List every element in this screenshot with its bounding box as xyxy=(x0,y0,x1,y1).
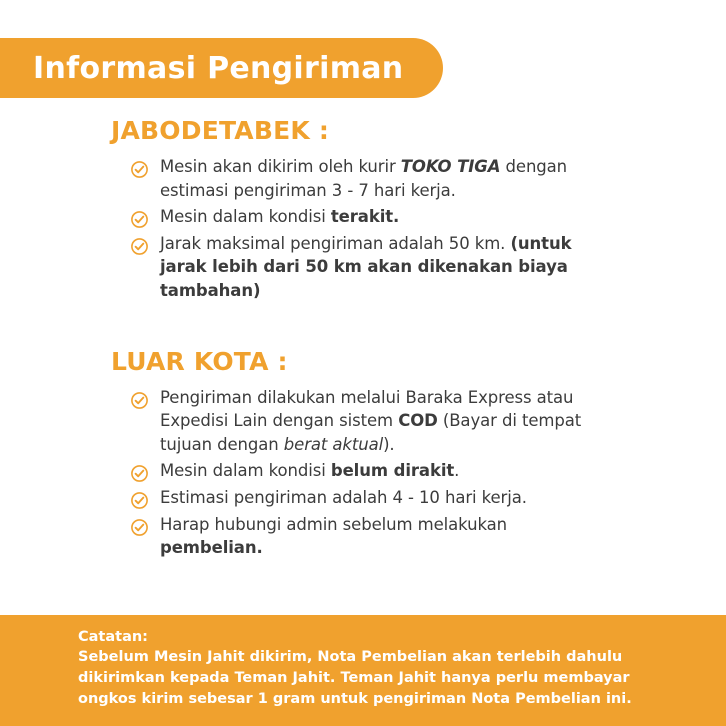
section-title: JABODETABEK : xyxy=(111,116,330,145)
check-circle-icon xyxy=(131,519,148,536)
section-title: LUAR KOTA : xyxy=(111,346,288,376)
list-item xyxy=(131,205,686,229)
list-item xyxy=(131,459,686,483)
check-circle-icon xyxy=(131,238,148,255)
list-item xyxy=(131,386,686,457)
check-circle-icon xyxy=(131,465,148,482)
page-title: Informasi Pengiriman xyxy=(33,50,404,86)
list-item xyxy=(131,155,686,202)
footer-note-title: Catatan: xyxy=(78,629,148,645)
header-banner xyxy=(0,38,443,98)
footer-note xyxy=(0,615,726,726)
list-item-text: Mesin dalam kondisi belum dirakit. xyxy=(160,461,460,481)
footer-note-text: Sebelum Mesin Jahit dikirim, Nota Pembelian akan terlebih dahulu dikirimkan kepada Teman Jahit. Teman Jahit hanya perlu membayar ongkos kirim sebesar 1 gram untuk pengiriman Nota Pembelian ini. xyxy=(78,649,632,708)
sections-container xyxy=(0,116,686,560)
list-item-text: Harap hubungi admin sebelum melakukan pembelian. xyxy=(160,514,507,558)
check-circle-icon xyxy=(131,492,148,509)
check-circle-icon xyxy=(131,211,148,228)
list-item xyxy=(131,232,686,303)
bullet-list xyxy=(0,386,686,560)
list-item-text: Jarak maksimal pengiriman adalah 50 km. (untuk jarak lebih dari 50 km akan dikenakan biaya tambahan) xyxy=(160,233,572,300)
check-circle-icon xyxy=(131,392,148,409)
list-item-text: Mesin dalam kondisi terakit. xyxy=(160,207,400,227)
list-item xyxy=(131,486,686,510)
bullet-list xyxy=(0,155,686,303)
section xyxy=(0,116,686,303)
section xyxy=(0,347,686,560)
list-item-text: Mesin akan dikirim oleh kurir TOKO TIGA dengan estimasi pengiriman 3 - 7 hari kerja. xyxy=(160,157,568,200)
list-item-text: Estimasi pengiriman adalah 4 - 10 hari kerja. xyxy=(160,487,527,507)
check-circle-icon xyxy=(131,161,148,178)
list-item-text: Pengiriman dilakukan melalui Baraka Express atau Expedisi Lain dengan sistem COD (Bayar di tempat tujuan dengan berat aktual). xyxy=(160,387,582,454)
list-item xyxy=(131,513,686,560)
content-area xyxy=(0,116,726,563)
